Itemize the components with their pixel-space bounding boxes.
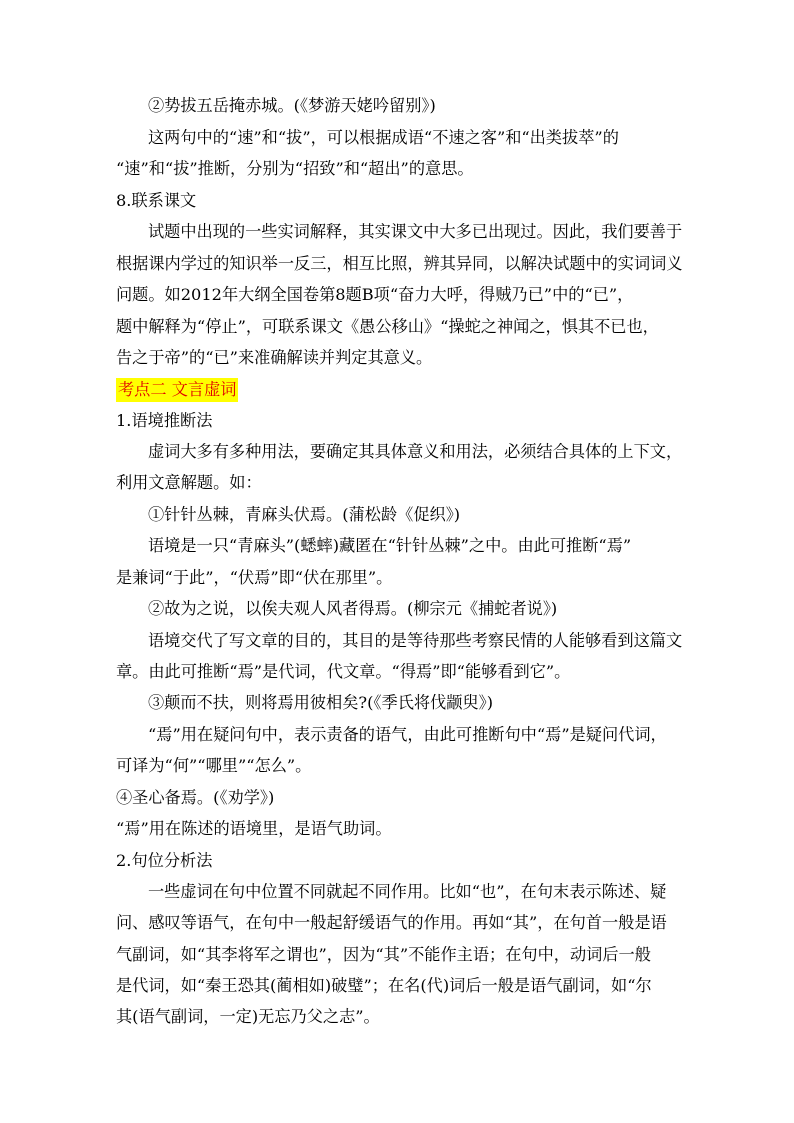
section-heading: 8.联系课文 bbox=[116, 191, 197, 210]
section-heading: 1.语境推断法 bbox=[116, 411, 213, 430]
body-text-line: 虚词大多有多种用法，要确定其具体意义和用法，必须结合具体的上下文， bbox=[148, 442, 683, 461]
body-text-line: 问、感叹等语气，在句中一般起舒缓语气的作用。再如“其”，在句首一般是语 bbox=[116, 913, 667, 932]
body-text-line: 告之于帝”的“已”来准确解读并判定其意义。 bbox=[116, 348, 433, 367]
section-heading: 2.句位分析法 bbox=[116, 851, 213, 870]
example-line: ③颠而不扶，则将焉用彼相矣?(《季氏将伐颛臾》) bbox=[148, 693, 494, 712]
example-line: ②故为之说，以俟夫观人风者得焉。(柳宗元《捕蛇者说》) bbox=[148, 599, 558, 618]
body-text-line: “焉”用在疑问句中，表示责备的语气，由此可推断句中“焉”是疑问代词， bbox=[148, 725, 667, 744]
body-text-line: 这两句中的“速”和“拔”，可以根据成语“不速之客”和“出类拔萃”的 bbox=[148, 128, 619, 147]
example-line: ②势拔五岳掩赤城。(《梦游天姥吟留别》) bbox=[148, 96, 436, 115]
body-text-line: “速”和“拔”推断，分别为“招致”和“超出”的意思。 bbox=[116, 159, 474, 178]
body-text-line: 试题中出现的一些实词解释，其实课文中大多已出现过。因此，我们要善于 bbox=[148, 222, 683, 241]
highlighted-heading: 考点二 文言虚词 bbox=[116, 378, 238, 402]
body-text-line: 语境是一只“青麻头”(蟋蟀)藏匿在“针针丛棘”之中。由此可推断“焉” bbox=[148, 536, 632, 555]
body-text-line: 题中解释为“停止”，可联系课文《愚公移山》“操蛇之神闻之，惧其不已也， bbox=[116, 317, 659, 336]
body-text-line: 气副词，如“其李将军之谓也”，因为“其”不能作主语；在句中，动词后一般 bbox=[116, 945, 651, 964]
body-text-line: 问题。如2012年大纲全国卷第8题B项“奋力大呼，得贼乃已”中的“已”， bbox=[116, 285, 634, 304]
body-text-line: 利用文意解题。如： bbox=[116, 473, 262, 492]
body-text-line: 可译为“何”“哪里”“怎么”。 bbox=[116, 756, 312, 775]
body-text-line: 其(语气副词，一定)无忘乃父之志”。 bbox=[116, 1007, 380, 1026]
body-text-line: 根据课内学过的知识举一反三，相互比照，辨其异同，以解决试题中的实词词义 bbox=[116, 254, 683, 273]
body-text-line: “焉”用在陈述的语境里，是语气助词。 bbox=[116, 819, 392, 838]
body-text-line: 章。由此可推断“焉”是代词，代文章。“得焉”即“能够看到它”。 bbox=[116, 662, 571, 681]
example-line: ①针针丛棘，青麻头伏焉。(蒲松龄《促织》) bbox=[148, 505, 461, 524]
body-text-line: 一些虚词在句中位置不同就起不同作用。比如“也”，在句末表示陈述、疑 bbox=[148, 882, 667, 901]
body-text-line: 语境交代了写文章的目的，其目的是等待那些考察民情的人能够看到这篇文 bbox=[148, 631, 683, 650]
body-text-line: 是兼词“于此”，“伏焉”即“伏在那里”。 bbox=[116, 568, 393, 587]
body-text-line: 是代词，如“秦王恐其(蔺相如)破璧”；在名(代)词后一般是语气副词，如“尔 bbox=[116, 976, 652, 995]
example-line: ④圣心备焉。(《劝学》) bbox=[116, 788, 275, 807]
